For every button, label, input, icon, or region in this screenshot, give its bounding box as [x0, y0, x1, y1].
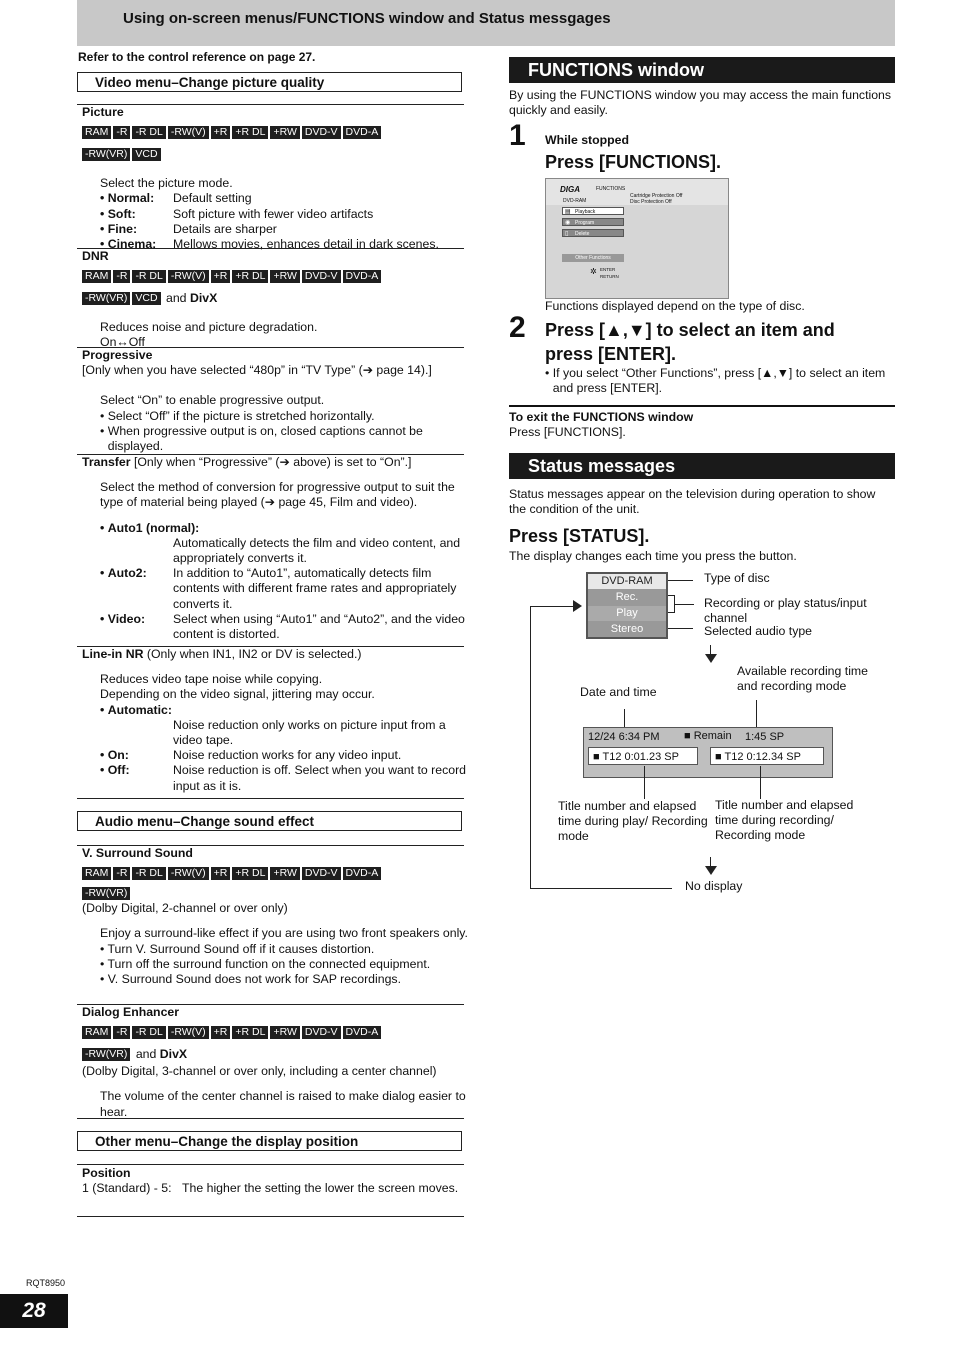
progressive-section: Progressive [Only when you have selected “480p” in “TV Type” (➔ page 14).] Select “On” to enable progressive output. • Select “Off” if the picture is stretched horizontally. • When progressive output is on, closed captions cannot be displayed. [77, 348, 469, 454]
label-date-time: Date and time [580, 685, 657, 699]
document-code: RQT8950 [26, 1278, 66, 1288]
label-no-display: No display [685, 879, 743, 893]
dialog-title: Dialog Enhancer [82, 1005, 180, 1019]
picture-mode-value: Soft picture with fewer video artifacts [173, 206, 374, 221]
exit-desc: Press [FUNCTIONS]. [509, 425, 626, 439]
disc-tag: +R DL [232, 1026, 268, 1039]
picture-mode-value: Default setting [173, 191, 252, 206]
screen-menu-list [562, 207, 624, 240]
auto1-key: Auto1 (normal): [107, 520, 200, 535]
menu-item-icon: ▤ [565, 209, 571, 215]
video-menu-title: Video menu–Change picture quality [77, 72, 462, 92]
disc-tag: VCD [132, 148, 160, 161]
picture-mode-item: • Fine: Details are sharper [100, 222, 469, 237]
position-section [77, 1166, 469, 1196]
menu-item-label: Delete [575, 231, 590, 237]
disc-tag: -RW(VR) [82, 292, 130, 305]
dialog-disc-tags-2 [82, 1045, 469, 1064]
audio-menu-section [77, 811, 464, 831]
status-bar [583, 727, 833, 778]
connector-line [668, 612, 674, 613]
progressive-bullet-2: When progressive output is on, closed captions cannot be displayed. [107, 423, 423, 454]
linein-desc-2: Depending on the video signal, jittering may occur. [100, 687, 375, 702]
step-1-number: 1 [509, 119, 526, 152]
disc-tag: DVD-A [343, 126, 382, 139]
picture-mode-item: • Soft: Soft picture with fewer video artifacts [100, 207, 469, 222]
disc-tag: +R [211, 126, 231, 139]
disc-tag: RAM [82, 126, 111, 139]
functions-caption: Functions displayed depend on the type of disc. [545, 299, 805, 313]
dnr-disc-tags [82, 267, 469, 286]
auto2-key: Auto2: [107, 566, 147, 581]
step-2-number: 2 [509, 311, 526, 344]
disc-tag: RAM [82, 867, 111, 880]
dialog-desc: The volume of the center channel is raised to make dialog easier to hear. [100, 1089, 466, 1119]
header-banner [77, 0, 895, 46]
status-stereo: Stereo [588, 622, 666, 637]
disc-tag: +RW [270, 126, 299, 139]
linein-nr-section: Line-in NR (Only when IN1, IN2 or DV is selected.) Reduces video tape noise while copying. Depending on the video signal, jittering may occur. • Automatic: Noise reduction only works on picture input from a video tape. • On: Noise reduction works for any video input. • Off: Noise reduction is off. Select when you want to record input as it is. [77, 647, 469, 794]
auto2-value: In addition to “Auto1”, automatically detects film contents with different frame rates and appropriately converts it. [173, 566, 457, 611]
disc-tag: -RW(V) [168, 126, 209, 139]
picture-section [77, 105, 469, 252]
transfer-section: Transfer [Only when “Progressive” (➔ above) is set to “On”.] Select the method of conversion for progressive output to suit the type of material being played (➔ page 45, Film and video). • Auto1 (normal): Automatically detects the film and video content, and appropriately converts it. • Auto2: In addition to “Auto1”, automatically detects film contents with different frame rates and appropriately converts it. • Video: Select when using “Auto1” and “Auto2”, and the video content is distorted. [77, 455, 469, 642]
disc-tag: VCD [132, 292, 160, 305]
dialog-disc-tags [82, 1023, 469, 1042]
dnr-onoff: On↔Off [100, 335, 145, 350]
disc-tag: -RW(VR) [82, 148, 130, 161]
screen-label: FUNCTIONS [596, 186, 626, 192]
reference-note: Refer to the control reference on page 27. [78, 50, 316, 64]
dialog-enhancer-section [77, 1005, 469, 1120]
arrow-down-icon [705, 654, 717, 663]
vsurround-disc-tags-2 [82, 886, 469, 901]
position-key: 1 (Standard) - 5: [82, 1181, 172, 1196]
connector-line [668, 628, 693, 629]
screen-protection-1: Cartridge Protection Off [630, 193, 683, 199]
status-section [509, 453, 895, 517]
audio-menu-title: Audio menu–Change sound effect [77, 811, 462, 831]
other-menu-title: Other menu–Change the display position [77, 1131, 462, 1151]
vsurround-desc: Enjoy a surround-like effect if you are using two front speakers only. [100, 926, 468, 941]
disc-tag: +R [211, 867, 231, 880]
vsurround-title: V. Surround Sound [82, 846, 193, 860]
and-text: and [165, 291, 187, 306]
vsurround-disc-tags [82, 864, 469, 883]
picture-disc-tags-2 [82, 145, 469, 164]
menu-item-icon: ◉ [565, 220, 571, 226]
functions-title: FUNCTIONS window [509, 57, 895, 83]
dnr-title: DNR [82, 249, 109, 263]
step-2-note: If you select “Other Functions”, press [▲,▼] to select an item and press [ENTER]. [552, 366, 886, 395]
connector-line [644, 766, 645, 799]
disc-tag: DVD-A [343, 270, 382, 283]
step-1-press: Press [FUNCTIONS]. [545, 152, 722, 172]
loop-line [530, 888, 672, 889]
divider [77, 798, 464, 799]
connector-line [760, 766, 761, 799]
divider [77, 1118, 464, 1119]
automatic-value: Noise reduction only works on picture input from a video tape. [173, 717, 446, 748]
screen-disc: DVD-RAM [563, 198, 587, 204]
disc-tag: -R [113, 867, 130, 880]
disc-tag: DVD-V [302, 867, 341, 880]
status-press: Press [STATUS]. [509, 526, 650, 546]
disc-tag: +RW [270, 867, 299, 880]
label-audio-type: Selected audio type [704, 624, 813, 638]
dnr-desc: Reduces noise and picture degradation. [100, 320, 318, 335]
menu-item-label: Program [575, 220, 595, 226]
disc-tag: DVD-A [343, 1026, 382, 1039]
loop-line [530, 606, 576, 607]
screen-enter: ENTER [600, 267, 616, 272]
label-play-title: Title number and elapsed time during play/ Recording mode [558, 799, 708, 844]
linein-desc-1: Reduces video tape noise while copying. [100, 672, 323, 687]
screen-protection-2: Disc Protection Off [630, 199, 672, 205]
status-rec: Rec. [588, 590, 666, 606]
divx-label: DivX [159, 1047, 188, 1062]
divider [77, 1216, 464, 1217]
menu-item-icon: ▯ [565, 231, 569, 237]
position-title: Position [82, 1166, 131, 1180]
label-rec-title: Title number and elapsed time during recording/ Recording mode [715, 798, 854, 843]
disc-tag: -RW(V) [168, 270, 209, 283]
disc-tag: -R [113, 126, 130, 139]
status-play: Play [588, 606, 666, 622]
disc-tag: -RW(VR) [82, 887, 130, 900]
progressive-intro: Select “On” to enable progressive output. [100, 393, 325, 408]
picture-mode-key: Normal: [107, 191, 155, 206]
arrow-right-icon [573, 600, 582, 612]
label-type-of-disc: Type of disc [704, 571, 770, 585]
divx-label: DivX [189, 291, 218, 306]
exit-title: To exit the FUNCTIONS window [509, 410, 694, 424]
screen-menu-item [562, 207, 624, 215]
vsurround-bullet-1: • Turn V. Surround Sound off if it causes distortion. [100, 942, 469, 957]
picture-mode-value: Mellows movies, enhances detail in dark scenes. [173, 237, 439, 252]
linein-title: Line-in NR [82, 647, 144, 661]
disc-tag: -R DL [132, 270, 165, 283]
status-intro: Status messages appear on the television during operation to show the condition of the unit. [509, 487, 876, 517]
step-1-pre: While stopped [545, 133, 630, 147]
menu-item-label: Playback [575, 209, 596, 215]
disc-tag: +R DL [232, 126, 268, 139]
disc-tag: +RW [270, 270, 299, 283]
step-2-press: Press [▲,▼] to select an item and press [ENTER]. [545, 320, 835, 364]
loop-line [530, 606, 531, 889]
picture-mode-key: Fine: [107, 221, 138, 236]
disc-tag: -RW(V) [168, 867, 209, 880]
label-available: Available recording time and recording mode [737, 664, 869, 693]
off-key: Off: [107, 763, 130, 778]
page-number: 28 [0, 1294, 68, 1328]
picture-mode-item: • Cinema: Mellows movies, enhances detail in dark scenes. [100, 237, 469, 252]
status-disc: DVD-RAM [588, 574, 666, 590]
bar-date: 12/24 6:34 PM [588, 731, 660, 743]
picture-title: Picture [82, 105, 124, 119]
screen-menu-item [562, 218, 624, 226]
disc-tag: +R [211, 1026, 231, 1039]
connector-line [674, 604, 694, 605]
video-value: Select when using “Auto1” and “Auto2”, and the video content is distorted. [173, 611, 465, 642]
other-menu-section [77, 1131, 464, 1151]
disc-tag: +R DL [232, 867, 268, 880]
status-box [586, 572, 668, 639]
automatic-key: Automatic: [107, 702, 172, 717]
on-key: On: [107, 748, 129, 763]
disc-tag: -RW(V) [168, 1026, 209, 1039]
disc-tag: DVD-A [343, 867, 382, 880]
disc-tag: DVD-V [302, 270, 341, 283]
disc-tag: DVD-V [302, 126, 341, 139]
other-functions-item: Other Functions [562, 254, 624, 262]
label-rec-status: Recording or play status/input channel [704, 596, 867, 625]
disc-tag: -R [113, 270, 130, 283]
picture-mode-item: • Normal: Default setting [100, 191, 469, 206]
and-text: and [135, 1047, 157, 1062]
screen-menu-item [562, 229, 624, 237]
disc-tag: -R DL [132, 867, 165, 880]
disc-tag: +RW [270, 1026, 299, 1039]
functions-intro: By using the FUNCTIONS window you may access the main functions quickly and easily. [509, 88, 892, 118]
bar-rec-title: ■ T12 0:12.34 SP [710, 747, 824, 765]
bar-play-title: ■ T12 0:01.23 SP [588, 747, 698, 765]
vsurround-condition: (Dolby Digital, 2-channel or over only) [82, 901, 288, 916]
vsurround-section [77, 846, 469, 987]
picture-mode-key: Soft: [107, 206, 136, 221]
connector-line [668, 580, 693, 581]
status-desc: The display changes each time you press the button. [509, 549, 797, 563]
screen-return: RETURN [600, 274, 619, 279]
page-title: Using on-screen menus/FUNCTIONS window and Status messgages [123, 10, 611, 27]
arrow-down-icon [705, 866, 717, 875]
dnr-disc-tags-2 [82, 289, 469, 308]
dialog-condition: (Dolby Digital, 3-channel or over only, including a center channel) [82, 1064, 437, 1079]
disc-tag: -R [113, 1026, 130, 1039]
picture-mode-key: Cinema: [107, 237, 157, 252]
video-menu-section [77, 72, 464, 92]
picture-modes-list [100, 191, 469, 252]
transfer-title: Transfer [82, 455, 131, 469]
disc-tag: RAM [82, 1026, 111, 1039]
bar-remain: ■ Remain [684, 730, 732, 742]
auto1-value: Automatically detects the film and video content, and appropriately converts it. [173, 535, 461, 566]
vsurround-bullet-2: • Turn off the surround function on the connected equipment. [100, 957, 469, 972]
divider [77, 1164, 464, 1165]
off-value: Noise reduction is off. Select when you want to record input as it is. [173, 763, 467, 793]
divider [509, 405, 895, 407]
diga-logo: DIGA [560, 185, 580, 194]
dnr-section [77, 249, 469, 351]
disc-tag: +R [211, 270, 231, 283]
progressive-condition: [Only when you have selected “480p” in “TV Type” (➔ page 14).] [82, 363, 432, 378]
bar-time: 1:45 SP [745, 731, 785, 743]
status-title: Status messages [509, 453, 895, 479]
picture-mode-value: Details are sharper [173, 221, 277, 236]
disc-tag: RAM [82, 270, 111, 283]
disc-tag: -R DL [132, 1026, 165, 1039]
picture-disc-tags [82, 123, 469, 142]
linein-condition: (Only when IN1, IN2 or DV is selected.) [143, 647, 362, 661]
position-value: The higher the setting the lower the screen moves. [182, 1181, 459, 1196]
disc-tag: -R DL [132, 126, 165, 139]
progressive-title: Progressive [82, 348, 153, 362]
functions-screen [545, 178, 729, 299]
progressive-bullet-1: • Select “Off” if the picture is stretched horizontally. [100, 409, 469, 424]
disc-tag: +R DL [232, 270, 268, 283]
disc-tag: DVD-V [302, 1026, 341, 1039]
video-key: Video: [107, 611, 146, 626]
connector-line [756, 700, 757, 730]
enter-icon: ✲ [590, 267, 597, 276]
transfer-intro: Select the method of conversion for progressive output to suit the type of material being played (➔ page 45, Film and video). [100, 480, 455, 510]
picture-intro: Select the picture mode. [100, 176, 233, 191]
transfer-condition: [Only when “Progressive” (➔ above) is set to “On”.] [130, 455, 412, 469]
functions-section [509, 57, 895, 118]
disc-tag: -RW(VR) [82, 1048, 130, 1061]
on-value: Noise reduction works for any video input. [173, 748, 402, 763]
vsurround-bullet-3: • V. Surround Sound does not work for SAP recordings. [100, 972, 469, 987]
